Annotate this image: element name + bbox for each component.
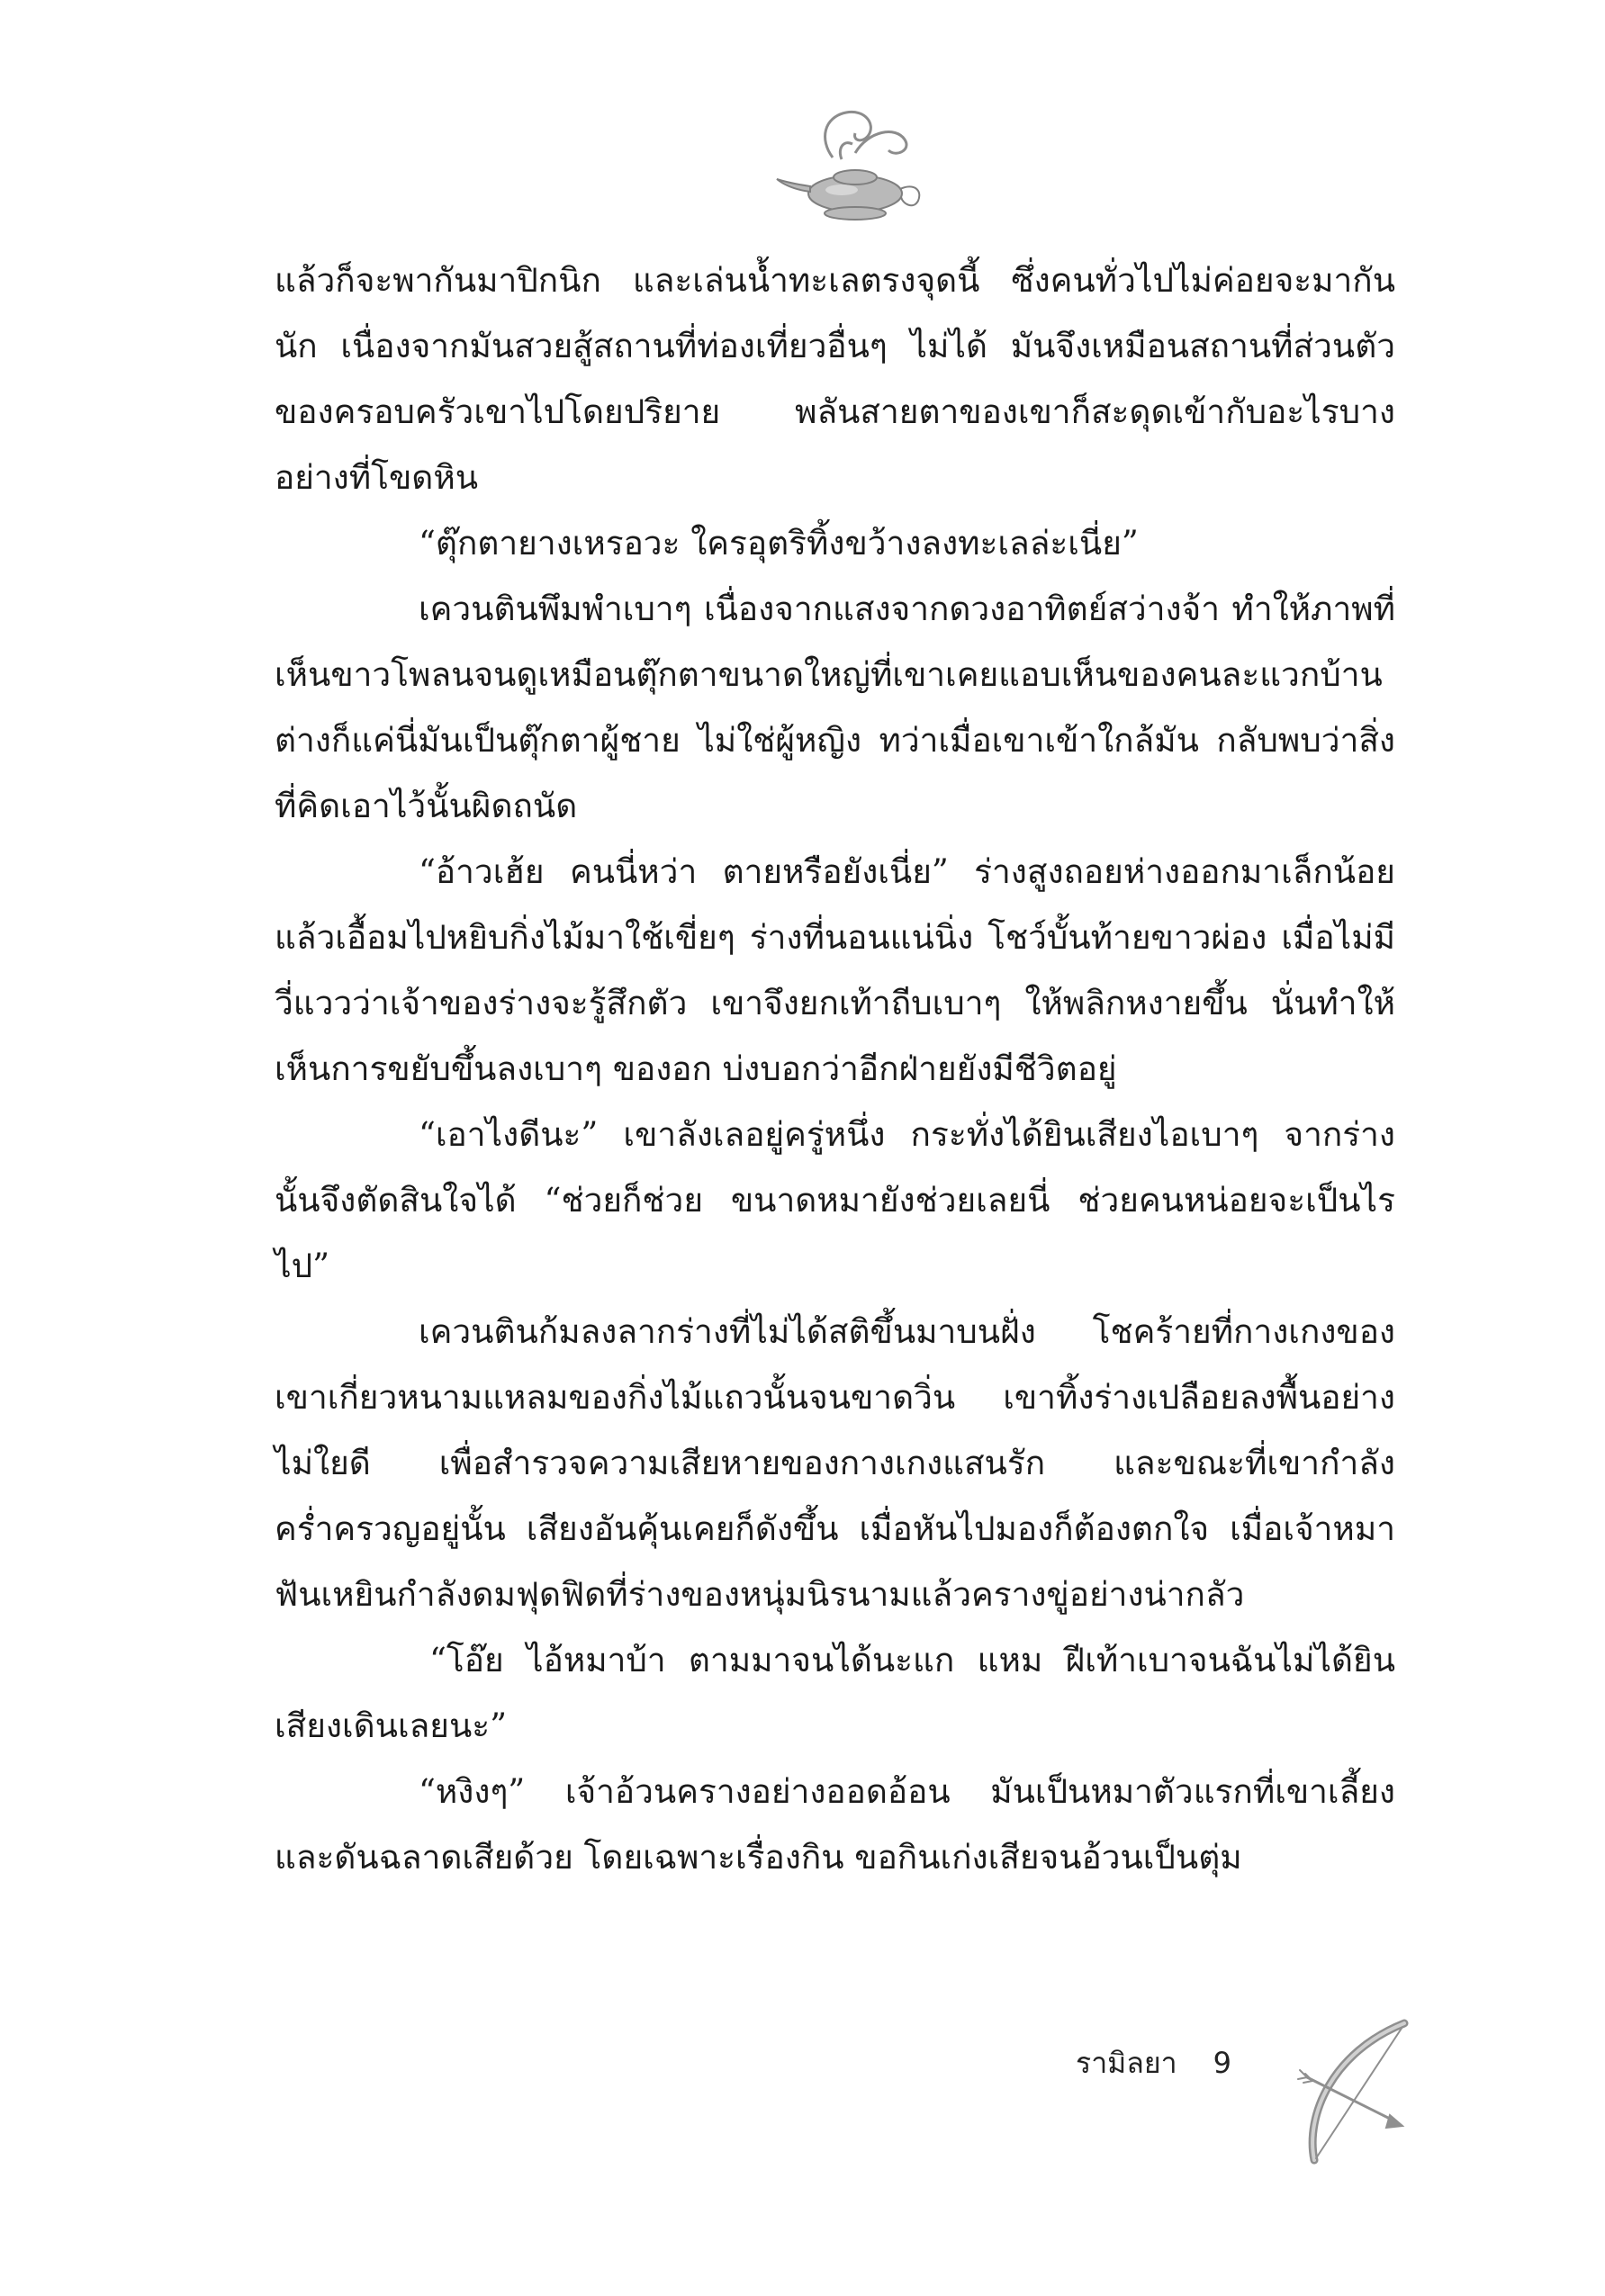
paragraph: “ตุ๊กตายางเหรอวะ ใครอุตริทิ้งขว้างลงทะเลล่ะเนี่ย”	[419, 524, 1139, 563]
genie-lamp-icon	[770, 104, 932, 234]
paragraph: “อ้าวเฮ้ย คนนี่หว่า ตายหรือยังเนี่ย” ร่างสูงถอยห่างออกมาเล็กน้อย แล้วเอื้อมไปหยิบกิ่งไม้มาใช้เขี่ยๆ ร่างที่นอนแน่นิ่ง โชว์บั้นท้ายขาวผ่อง เมื่อไม่มีวี่แววว่าเจ้าของร่างจะรู้สึกตัว เขาจึงยกเท้าถีบเบาๆ ให้พลิกหงายขึ้น นั่นทำให้เห็นการขยับขึ้นลงเบาๆ ของอก บ่งบอกว่าอีกฝ่ายยังมีชีวิตอยู่	[275, 852, 1395, 1088]
page-number: 9	[1213, 2046, 1231, 2080]
paragraph: “หงิงๆ” เจ้าอ้วนครางอย่างออดอ้อน มันเป็นหมาตัวแรกที่เขาเลี้ยง และดันฉลาดเสียด้วย โดยเฉพาะเรื่องกิน ขอกินเก่งเสียจนอ้วนเป็นตุ่ม	[275, 1772, 1395, 1877]
body-text	[275, 248, 1395, 1890]
bow-and-arrow-icon	[1296, 2016, 1418, 2169]
paragraph: เควนตินพึมพำเบาๆ เนื่องจากแสงจากดวงอาทิตย์สว่างจ้า ทำให้ภาพที่เห็นขาวโพลนจนดูเหมือนตุ๊กตาขนาดใหญ่ที่เขาเคยแอบเห็นของคนละแวกบ้าน ต่างก็แค่นี่มันเป็นตุ๊กตาผู้ชาย ไม่ใช่ผู้หญิง ทว่าเมื่อเขาเข้าใกล้มัน กลับพบว่าสิ่งที่คิดเอาไว้นั้นผิดถนัด	[275, 590, 1395, 825]
paragraph: เควนตินก้มลงลากร่างที่ไม่ได้สติขึ้นมาบนฝั่ง โชคร้ายที่กางเกงของเขาเกี่ยวหนามแหลมของกิ่งไม้แถวนั้นจนขาดวิ่น เขาทิ้งร่างเปลือยลงพื้นอย่างไม่ใยดี เพื่อสำรวจความเสียหายของกางเกงแสนรัก และขณะที่เขากำลังคร่ำครวญอยู่นั้น เสียงอันคุ้นเคยก็ดังขึ้น เมื่อหันไปมองก็ต้องตกใจ เมื่อเจ้าหมาฟันเหยินกำลังดมฟุดฟิดที่ร่างของหนุ่มนิรนามแล้วครางขู่อย่างน่ากลัว	[275, 1312, 1395, 1614]
paragraph: “โอ๊ย ไอ้หมาบ้า ตามมาจนได้นะแก แหม ฝีเท้าเบาจนฉันไม่ได้ยินเสียงเดินเลยนะ”	[275, 1641, 1395, 1745]
paragraph: “เอาไงดีนะ” เขาลังเลอยู่ครู่หนึ่ง กระทั่งได้ยินเสียงไอเบาๆ จากร่างนั้นจึงตัดสินใจได้ “ช่วยก็ช่วย ขนาดหมายังช่วยเลยนี่ ช่วยคนหน่อยจะเป็นไรไป”	[275, 1115, 1395, 1285]
book-title: รามิลยา	[1076, 2045, 1177, 2080]
page-footer	[1076, 2036, 1231, 2090]
paragraph: แล้วก็จะพากันมาปิกนิก และเล่นน้ำทะเลตรงจุดนี้ ซึ่งคนทั่วไปไม่ค่อยจะมากันนัก เนื่องจากมันสวยสู้สถานที่ท่องเที่ยวอื่นๆ ไม่ได้ มันจึงเหมือนสถานที่ส่วนตัวของครอบครัวเขาไปโดยปริยาย พลันสายตาของเขาก็สะดุดเข้ากับอะไรบางอย่างที่โขดหิน	[275, 261, 1395, 497]
